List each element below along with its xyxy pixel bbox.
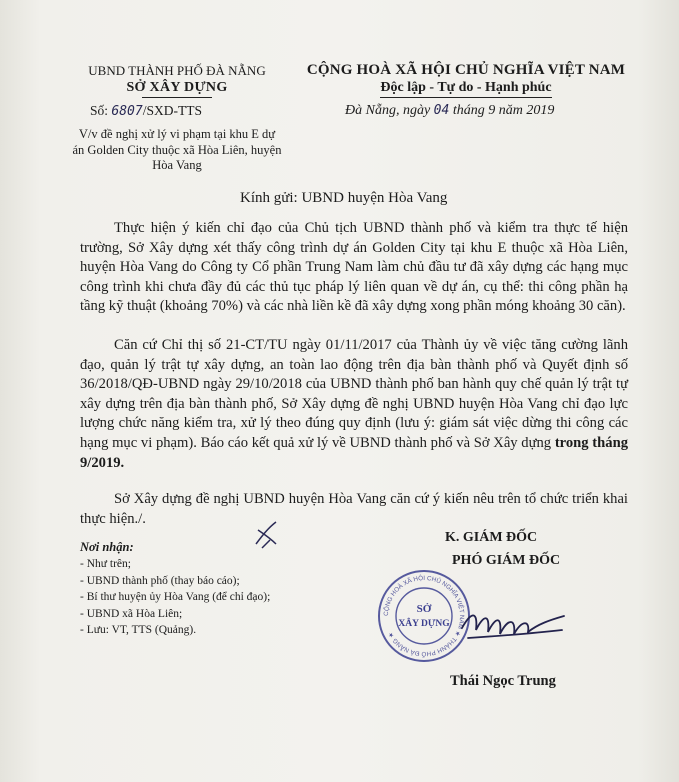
- signer-name: Thái Ngọc Trung: [450, 673, 556, 689]
- recipient-item: - UBND xã Hòa Liên;: [80, 607, 183, 620]
- document-number: Số: 6807/SXD-TTS: [90, 103, 202, 119]
- national-motto: Độc lập - Tự do - Hạnh phúc: [380, 80, 552, 95]
- issuer-parent: UBND THÀNH PHỐ ĐÀ NẴNG: [88, 63, 266, 78]
- recipient-item: - UBND thành phố (thay báo cáo);: [80, 574, 240, 587]
- paragraph-2: Căn cứ Chỉ thị số 21-CT/TU ngày 01/11/2017 của Thành ủy về việc tăng cường lãnh đạo, quản lý trật tự xây dựng, an toàn lao động trên địa bàn thành phố và Quyết định số 36/2018/QĐ-UBND ngày 29/10/2018 của UBND thành phố ban hành quy chế quản lý trật tự xây dựng trên địa bàn thành phố, Sở Xây dựng đề nghị UBND huyện Hòa Vang chỉ đạo lực lượng chức năng kiểm tra, xử lý theo đúng quy định (lưu ý: giám sát việc dừng thi công các hạng mục vi phạm). Báo cáo kết quả xử lý về UBND thành phố và Sở Xây dựng trong tháng 9/2019.: [80, 337, 628, 471]
- handwritten-signature: [458, 590, 568, 650]
- deadline-bold: trong tháng 9/2019.: [80, 434, 628, 471]
- paragraph-3: Sở Xây dựng đề nghị UBND huyện Hòa Vang căn cứ ý kiến nêu trên tổ chức triển khai thực hiện./.: [80, 491, 628, 527]
- recipients-list: [80, 556, 270, 639]
- signer-subtitle: PHÓ GIÁM ĐỐC: [452, 553, 561, 568]
- issuer-name: SỞ XÂY DỰNG: [126, 80, 228, 95]
- svg-text:XÂY DỰNG: XÂY DỰNG: [398, 619, 450, 629]
- initial-flourish: [252, 518, 280, 550]
- signer-title: K. GIÁM ĐỐC: [445, 530, 538, 545]
- issuer-block: [62, 62, 292, 98]
- recipient-item: - Bí thư huyện ủy Hòa Vang (để chỉ đạo);: [80, 591, 271, 603]
- national-header: [296, 62, 636, 98]
- national-title: CỘNG HOÀ XÃ HỘI CHỦ NGHĨA VIỆT NAM: [306, 62, 626, 78]
- document-subject: V/v đề nghị xử lý vi phạm tại khu E dự án Golden City thuộc xã Hòa Liên, huyện Hòa Vang: [72, 127, 282, 172]
- greeting: Kính gửi: UBND huyện Hòa Vang: [240, 190, 448, 206]
- recipient-item: - Như trên;: [80, 558, 131, 570]
- svg-text:CỘNG HOÀ XÃ HỘI CHỦ NGHĨA VIỆT: CỘNG HOÀ XÃ HỘI CHỦ NGHĨA VIỆT NAM ★ THÀNH PHỐ ĐÀ NẴNG ★: [382, 574, 466, 658]
- handwritten-number: 6807: [111, 104, 143, 119]
- handwritten-day: 04: [433, 103, 450, 118]
- motto-underline: [380, 97, 552, 98]
- issuer-underline: [142, 97, 212, 98]
- svg-text:SỞ: SỞ: [416, 603, 432, 615]
- document-date: Đà Nẵng, ngày 04 tháng 9 năm 2019: [345, 103, 555, 118]
- recipients-title: Nơi nhận:: [80, 540, 134, 554]
- paragraph-1: Thực hiện ý kiến chỉ đạo của Chủ tịch UBND thành phố và kiểm tra thực tế hiện trường, Sở Xây dựng xét thấy công trình dự án Golden City tại khu E thuộc xã Hòa Liên, huyện Hòa Vang do Công ty Cổ phần Trung Nam làm chủ đầu tư đã xây dựng các hạng mục công trình khi chưa đầy đủ các thủ tục pháp lý liên quan về dự án, cụ thể: thi công phần hạ tầng kỹ thuật (khoảng 70%) và các nhà liền kề đã xây dựng xong phần móng khoảng 30 căn).: [80, 220, 628, 315]
- recipient-item: - Lưu: VT, TTS (Quảng).: [80, 624, 197, 636]
